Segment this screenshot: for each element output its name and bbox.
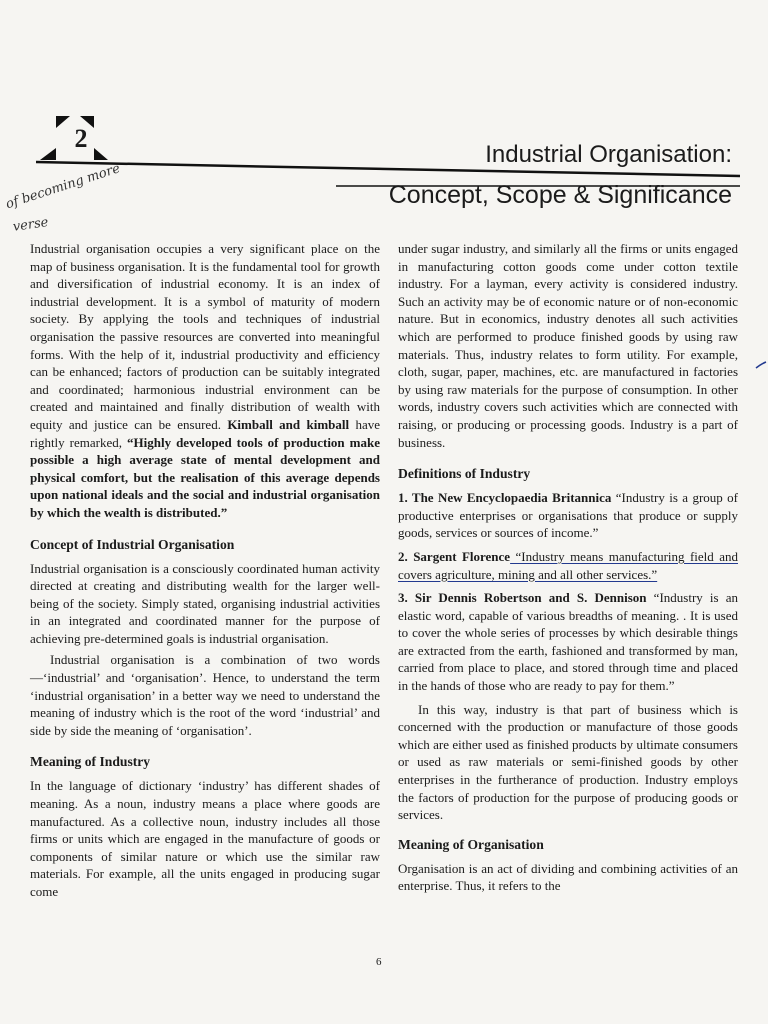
author-name: Kimball and kimball bbox=[227, 416, 350, 432]
meaning-organisation-paragraph: Organisation is an act of dividing and combining activities of an enterprise. Thus, it refers to the bbox=[398, 860, 738, 894]
intro-text: have rightly remarked, bbox=[30, 416, 381, 450]
definition-item bbox=[398, 548, 738, 583]
intro-paragraph bbox=[30, 240, 380, 522]
definition-text: “Industry is a group of productive enterprises or organisations that produce or supply goods, services or sources of income.” bbox=[398, 490, 738, 541]
definition-item bbox=[398, 589, 738, 695]
intro-text: Industrial organisation occupies a very significant place on the map of business organisation. It is the fundamental tool for growth and diversification of industrial economy. It is an index of industrial development. It is a symbol of maturity of modern society. By applying the tools and techniques of industrial organisation the passive resources are converted into meaningful forms. With the help of it, industrial productivity and efficiency can be enhanced; factors of production can be suitably integrated and coordinated; harmonious industrial environment can be created and maintained and finally distribution of wealth with equity and justice can be ensured. bbox=[30, 241, 380, 432]
concept-paragraph: Industrial organisation is a combination of two words—‘industrial’ and ‘organisation’. Hence, to understand the term ‘industrial organisation’ in a better way we need to understand the meaning of industry which is the root of the word ‘industrial’ and side by side the meaning of ‘organisation’. bbox=[30, 652, 380, 738]
meaning-industry-paragraph: In the language of dictionary ‘industry’ has different shades of meaning. As a noun, industry means a place where goods are manufactured. As a collective noun, industry includes all those firms or units which are engaged in the manufacture of goods or components of similar nature or which use the similar raw materials. For example, all the units engaged in producing sugar come bbox=[30, 778, 380, 899]
section-heading-meaning-industry: Meaning of Industry bbox=[30, 754, 151, 770]
section-heading-meaning-organisation: Meaning of Organisation bbox=[398, 836, 544, 852]
definition-source: 3. Sir Dennis Robertson and S. Dennison bbox=[398, 590, 647, 606]
right-column bbox=[398, 240, 738, 895]
definition-source: 2. Sargent Florence bbox=[398, 548, 511, 564]
concept-paragraph: Industrial organisation is a consciously coordinated human activity directed at creating and distributing wealth for the larger well-being of the society. Simply stated, organising industrial activities in an integrated and coordinated manner for the purpose of achieving pre-determined goals is industrial organisation. bbox=[30, 560, 380, 646]
definition-text: “Industry means manufacturing field and covers agriculture, mining and all other services.” bbox=[398, 548, 738, 582]
section-heading-definitions: Definitions of Industry bbox=[398, 466, 531, 482]
section-heading-concept: Concept of Industrial Organisation bbox=[30, 536, 235, 552]
intro-quote: “Highly developed tools of production make possible a high average state of mental development and physical comfort, but the realisation of this average depends upon national ideals and the social and industrial organisation by which the wealth is distributed.” bbox=[30, 434, 380, 520]
page-number: 6 bbox=[376, 956, 382, 968]
left-column bbox=[30, 240, 380, 901]
handwritten-note: verse bbox=[12, 215, 50, 235]
chapter-title: Industrial Organisation: bbox=[485, 141, 732, 168]
chapter-number: 2 bbox=[74, 124, 88, 153]
summary-paragraph: In this way, industry is that part of business which is concerned with the production or manufacture of those goods which are either used as finished products by ultimate consumers or used as raw materials or semi-finished goods by other enterprises in the furtherance of production. Industry employs the factors of production for the purpose of producing goods or services. bbox=[398, 701, 738, 823]
definition-text: “Industry is an elastic word, capable of various breadths of meaning. . It is used to cover the whole series of processes by which desirable things are extracted from the earth, fashioned and transformed by man, carried from place to place, and stored through time and placed in the hands of those who are ready to pay for them.” bbox=[398, 590, 739, 694]
continuation-paragraph: under sugar industry, and similarly all the firms or units engaged in manufacturing cotton goods come under cotton textile industry. For a layman, every activity is considered industry. Such an activity may be of economic nature or of non-economic nature. But in economics, industry denotes all such activities which are performed to produce finished goods by using raw materials. Thus, industry relates to form utility. For example, cloth, sugar, paper, machines, etc. are manufactured in factories by using raw materials for the purpose of consumption. In other words, industry covers such activities which are connected with raising, or producing or processing goods. Industry is a part of business. bbox=[398, 241, 738, 450]
definition-item bbox=[398, 489, 738, 542]
handwritten-note: of becoming more bbox=[4, 161, 123, 213]
chapter-subtitle: Concept, Scope & Significance bbox=[388, 181, 732, 209]
margin-pen-mark-icon bbox=[754, 358, 768, 372]
definition-source: 1. The New Encyclopaedia Britannica bbox=[398, 490, 612, 506]
